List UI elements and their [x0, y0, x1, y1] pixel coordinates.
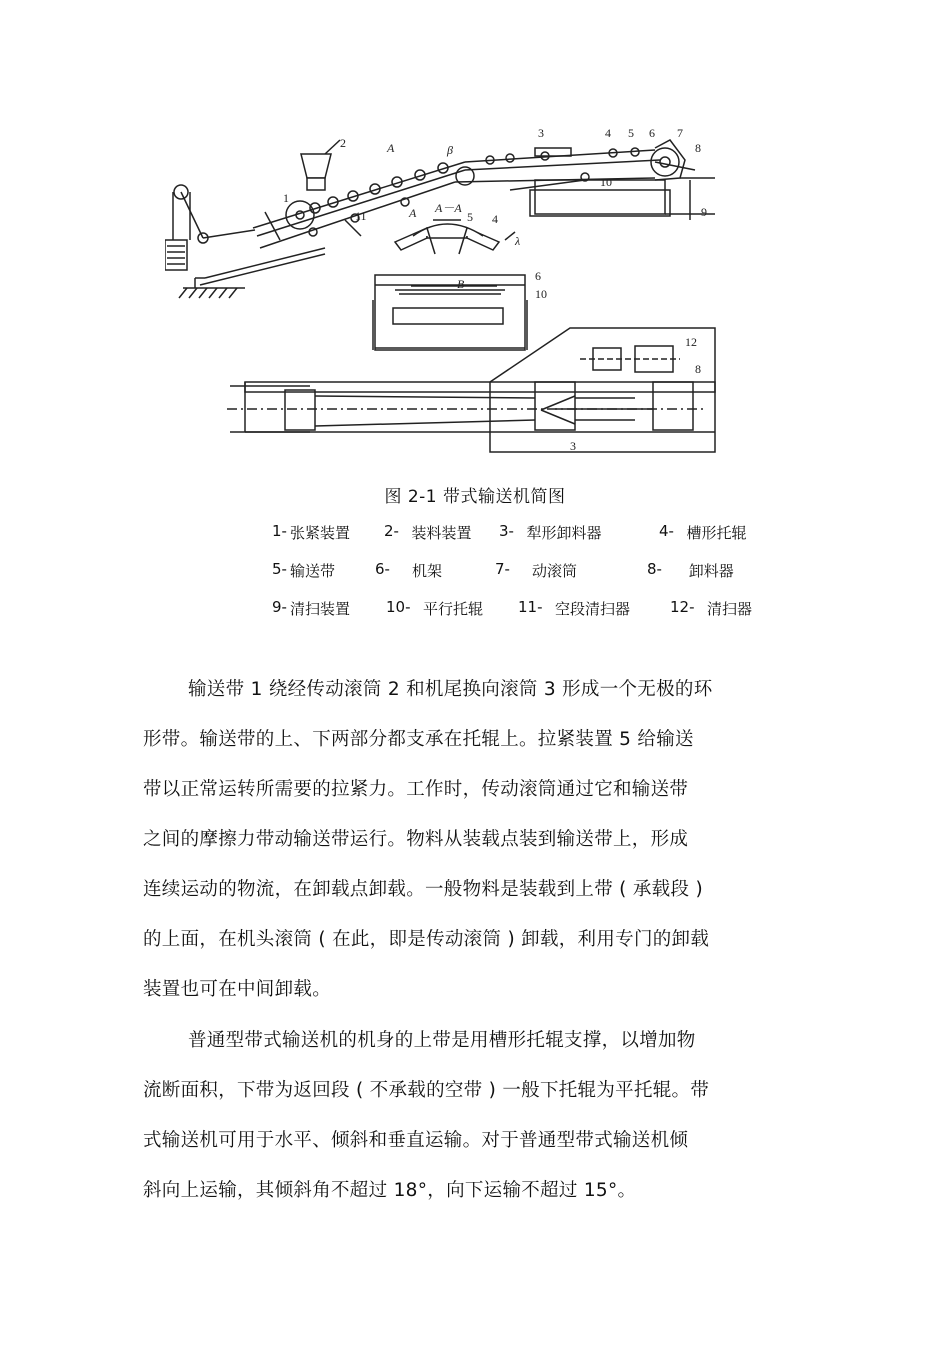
plan-view [227, 328, 715, 452]
fig-label-4: 4 [605, 126, 611, 140]
legend-label: 犁形卸料器 [516, 524, 602, 542]
legend-item [670, 598, 780, 619]
fig-angle-label: λ [515, 234, 521, 248]
paragraph-line: 连续运动的物流，在卸载点卸载。一般物料是装载到上带 ( 承载段 ) [143, 879, 703, 900]
paragraph-line: 的上面，在机头滚筒 ( 在此，即是传动滚筒 ) 卸载，利用专门的卸载 [143, 929, 710, 950]
fig-section-a-bottom: A [409, 206, 417, 220]
legend-number: 10- [386, 598, 411, 616]
legend-number: 7- [495, 560, 510, 578]
paragraph-line: 带以正常运转所需要的拉紧力。工作时，传动滚筒通过它和输送带 [143, 779, 689, 800]
legend-number: 12- [670, 598, 695, 616]
tension-weight [165, 185, 255, 270]
legend-label: 机架 [392, 562, 443, 580]
legend-label: 清扫器 [697, 600, 753, 618]
horizontal-section [455, 140, 715, 220]
legend-number: 11- [518, 598, 543, 616]
fig-label-12: 12 [685, 335, 697, 349]
fig-label-5: 5 [628, 126, 634, 140]
fig-label-8-plan: 8 [695, 362, 701, 376]
legend-label: 装料装置 [401, 524, 472, 542]
legend-item [647, 560, 757, 581]
fig-label-6-frame: 6 [535, 269, 541, 283]
fig-label-9: 9 [701, 205, 707, 219]
legend-item [386, 598, 518, 619]
fig-label-5-section: 5 [467, 210, 473, 224]
fig-label-10: 10 [600, 175, 612, 189]
paragraph-line: 斜向上运输，其倾斜角不超过 18°，向下运输不超过 15°。 [143, 1180, 637, 1201]
legend-item [272, 560, 375, 581]
fig-label-2: 2 [340, 136, 346, 150]
fig-label-11: 11 [355, 209, 367, 223]
legend-label: 动滚筒 [512, 562, 578, 580]
paragraph-line: 之间的摩擦力带动输送带运行。物料从装载点装到输送带上，形成 [143, 829, 689, 850]
fig-label-7: 7 [677, 126, 683, 140]
legend-number: 6- [375, 560, 390, 578]
fig-section-aa-title: A－A [435, 201, 462, 215]
conveyor-diagram [165, 120, 725, 460]
legend-number: 5- [272, 560, 287, 578]
legend-row-1 [272, 522, 780, 560]
paragraph-line: 输送带 1 绕经传动滚筒 2 和机尾换向滚筒 3 形成一个无极的环 [188, 679, 713, 700]
figure-caption: 图 2-1 带式输送机简图 [384, 487, 566, 507]
fig-section-a-top: A [387, 141, 395, 155]
legend-label: 空段清扫器 [545, 600, 631, 618]
legend-item [499, 522, 659, 543]
legend-item [384, 522, 499, 543]
ground [179, 248, 325, 298]
fig-label-6: 6 [649, 126, 655, 140]
legend-item [518, 598, 670, 619]
fig-label-3: 3 [538, 126, 544, 140]
fig-beta-label: β [447, 143, 453, 157]
hopper [301, 140, 340, 190]
paragraph-line: 装置也可在中间卸载。 [143, 979, 332, 1000]
legend-number: 9- [272, 598, 287, 616]
legend-label: 清扫装置 [289, 600, 350, 618]
fig-label-8: 8 [695, 141, 701, 155]
legend-number: 3- [499, 522, 514, 540]
fig-label-3-plan: 3 [570, 439, 576, 453]
legend-row-2 [272, 560, 780, 598]
legend-item [495, 560, 647, 581]
fig-label-10-frame: 10 [535, 287, 547, 301]
legend-number: 1- [272, 522, 287, 540]
fig-label-4-section: 4 [492, 212, 498, 226]
legend-item [659, 522, 779, 543]
frame-section [373, 275, 527, 350]
legend-item [272, 598, 386, 619]
legend-label: 平行托辊 [413, 600, 484, 618]
paragraph-line: 流断面积，下带为返回段 ( 不承载的空带 ) 一般下托辊为平托辊。带 [143, 1080, 710, 1101]
legend-number: 8- [647, 560, 662, 578]
paragraph-line: 普通型带式输送机的机身的上带是用槽形托辊支撑，以增加物 [188, 1030, 696, 1051]
paragraph-line: 式输送机可用于水平、倾斜和垂直运输。对于普通型带式输送机倾 [143, 1130, 689, 1151]
fig-label-1: 1 [283, 191, 289, 205]
legend-label: 输送带 [289, 562, 335, 580]
legend-row-3 [272, 598, 780, 636]
figure-legend [272, 522, 780, 636]
paragraph-line: 形带。输送带的上、下两部分都支承在托辊上。拉紧装置 5 给输送 [143, 729, 694, 750]
legend-number: 2- [384, 522, 399, 540]
legend-label: 张紧装置 [289, 524, 350, 542]
legend-item [272, 522, 384, 543]
legend-item [375, 560, 495, 581]
fig-dimension-b: B [457, 277, 465, 291]
legend-label: 卸料器 [664, 562, 734, 580]
legend-label: 槽形托辊 [676, 524, 747, 542]
legend-number: 4- [659, 522, 674, 540]
conveyor-diagram-svg [165, 120, 725, 460]
